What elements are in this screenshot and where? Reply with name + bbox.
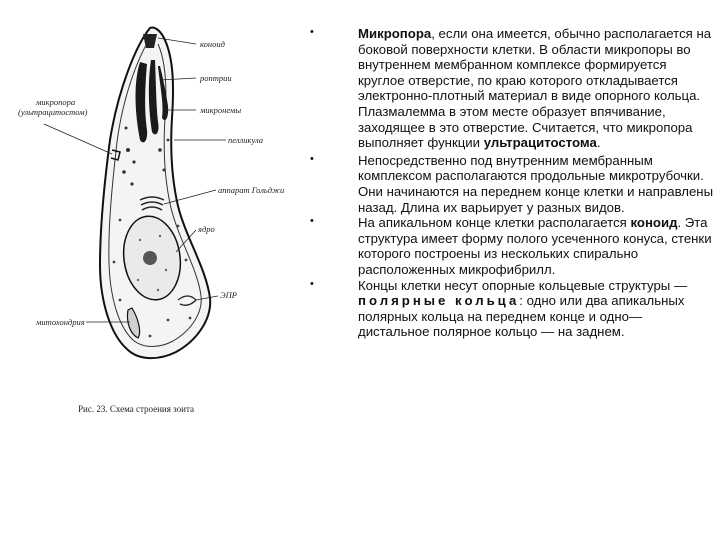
label-mikropora: микропора	[36, 97, 76, 107]
bullet-item	[310, 26, 715, 151]
label-konoid: коноид	[200, 39, 225, 49]
label-roptrii: роптрии	[200, 73, 232, 83]
bullet-marker: •	[310, 26, 314, 38]
figure-caption: Рис. 23. Схема строения зоита	[78, 404, 194, 414]
term-ultracytostom: ультрацитостома	[483, 135, 597, 151]
label-golgi: аппарат Гольджи	[218, 185, 285, 195]
bullet-list	[310, 26, 715, 340]
text-run: Концы клетки несут опорные кольцевые структуры —	[358, 277, 688, 293]
nucleolus-shape	[143, 251, 157, 265]
bullet-text	[358, 278, 715, 340]
zoite-diagram	[0, 0, 300, 430]
label-mitohondriya: митохондрия	[36, 317, 85, 327]
bullet-item	[310, 215, 715, 277]
text-run: , если она имеется, обычно располагается на боковой поверхности клетки. В области микропоры во внутреннем мембранном комплексе формируется круглое отверстие, по краю которого откладывается электронно-плотный материал в виде опорного кольца. Плазмалемма в этом месте образует впячивание, заходящее в это отверстие. Считается, что микропора выполняет функции	[358, 26, 712, 151]
label-mikronemy: микронемы	[200, 105, 242, 115]
text-run: .	[596, 135, 601, 151]
bullet-marker: •	[310, 152, 314, 165]
term-polar-rings: полярные кольца	[358, 293, 520, 309]
bullet-text: Непосредственно под внутренним мембранным комплексом располагаются продольные микротрубочки. Они начинаются на переднем конце клетки и направлены назад. Длина их варьирует у разных видов.	[358, 152, 714, 215]
text-run: . Эта структура имеет форму полого усеченного конуса, стенки которого построены из нескольких спирально расположенных микрофибрилл.	[358, 215, 712, 277]
label-epr: ЭПР	[220, 290, 237, 300]
text-run: На апикальном конце клетки располагается	[358, 215, 631, 231]
bullet-item	[310, 278, 715, 340]
term-micropore: Микропора	[358, 26, 432, 41]
bullet-text	[358, 215, 715, 277]
bullet-marker: •	[310, 215, 314, 228]
zoite-figure	[0, 0, 300, 430]
label-ultracytostom: (ультрацитостом)	[18, 107, 88, 117]
bullet-item	[310, 153, 715, 215]
label-pellikula: пелликула	[228, 135, 264, 145]
text-run: : одно или два апикальных полярных кольца на переднем конце и одно— дистальное полярное кольцо — на заднем.	[358, 293, 685, 340]
bullet-marker: •	[310, 277, 314, 290]
term-conoid: коноид	[630, 215, 678, 231]
label-yadro: ядро	[198, 224, 215, 234]
bullet-text	[358, 26, 715, 151]
